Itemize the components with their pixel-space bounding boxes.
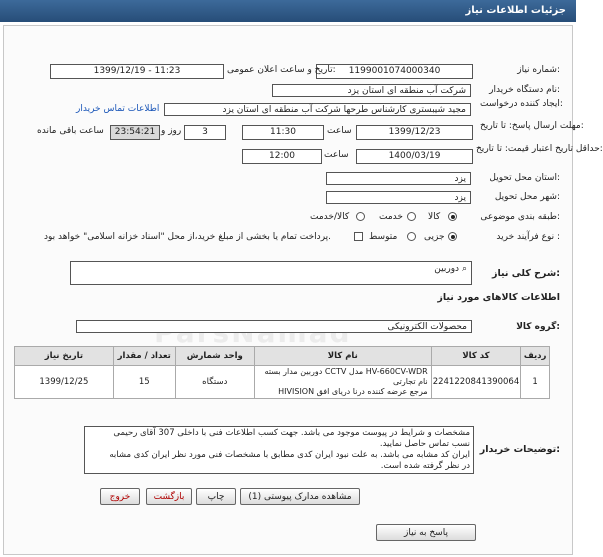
cell-need-date: 1399/12/25 bbox=[15, 366, 114, 399]
price-validity-date: 1400/03/19 bbox=[356, 149, 473, 164]
buyer-notes-line: مشخصات و شرایط در پیوست موجود می باشد. جهت کسب اطلاعات فنی با داخلی 307 آقای رحیمی bbox=[113, 428, 470, 438]
category-service-radio[interactable] bbox=[407, 212, 416, 221]
process-medium-label: متوسط bbox=[369, 232, 398, 242]
treasury-bonds-checkbox[interactable] bbox=[354, 232, 363, 241]
cell-name bbox=[254, 366, 431, 399]
reply-button[interactable]: پاسخ به نیاز bbox=[376, 524, 476, 541]
need-number-value: 1199001074000340 bbox=[316, 64, 473, 79]
buyer-contact-link[interactable]: اطلاعات تماس خریدار bbox=[76, 104, 160, 114]
cell-quantity: 15 bbox=[113, 366, 175, 399]
category-both-radio[interactable] bbox=[356, 212, 365, 221]
buyer-org-label: نام دستگاه خریدار: bbox=[489, 85, 560, 95]
category-label: طبقه بندی موضوعی: bbox=[480, 212, 560, 222]
process-partial-radio[interactable] bbox=[448, 232, 457, 241]
process-partial-label: جزیی bbox=[424, 232, 445, 242]
remaining-label: ساعت باقی مانده bbox=[37, 126, 104, 136]
days-label: روز و bbox=[161, 126, 182, 136]
delivery-city-value: یزد bbox=[326, 191, 471, 204]
resize-icon: ⌕ bbox=[461, 264, 467, 274]
buyer-notes-label: توضیحات خریدار: bbox=[479, 444, 560, 455]
announce-datetime-label: تاریخ و ساعت اعلان عمومی: bbox=[227, 65, 336, 75]
price-validity-time: 12:00 bbox=[242, 149, 322, 164]
price-time-label: ساعت bbox=[324, 150, 349, 160]
delivery-city-label: شهر محل تحویل: bbox=[494, 192, 560, 202]
cell-name-line2: HIVISION مرجع عرضه کننده درنا دریای افق bbox=[278, 387, 428, 396]
process-label: نوع فرآیند خرید : bbox=[496, 232, 560, 242]
reply-deadline-label: مهلت ارسال پاسخ: تا تاریخ: bbox=[480, 121, 584, 131]
announce-datetime-value: 1399/12/19 - 11:23 bbox=[50, 64, 224, 79]
process-medium-radio[interactable] bbox=[407, 232, 416, 241]
col-row: ردیف bbox=[521, 347, 550, 366]
category-goods-radio[interactable] bbox=[448, 212, 457, 221]
summary-value bbox=[70, 261, 472, 285]
requester-label: ایجاد کننده درخواست: bbox=[480, 99, 563, 109]
goods-table bbox=[14, 346, 550, 399]
buyer-notes-line: ایران کد مشابه می باشد. به علت نبود ایران کدی مطابق با مشخصات فنی مورد نظر ایران کدی مشابه bbox=[109, 450, 470, 460]
table-row[interactable] bbox=[15, 366, 550, 399]
requester-value: مجید شیبستری کارشناس طرحها شرکت آب منطقه ای استان یزد bbox=[164, 103, 471, 116]
price-validity-label: حداقل تاریخ اعتبار قیمت: تا تاریخ: bbox=[476, 144, 603, 154]
col-unit: واحد شمارش bbox=[175, 347, 254, 366]
summary-label: شرح کلی نیاز: bbox=[491, 268, 560, 279]
cell-unit: دستگاه bbox=[175, 366, 254, 399]
print-button[interactable]: چاپ bbox=[196, 488, 236, 505]
category-service-label: خدمت bbox=[379, 212, 403, 222]
table-header-row bbox=[15, 347, 550, 366]
col-name: نام کالا bbox=[254, 347, 431, 366]
exit-button[interactable]: خروج bbox=[100, 488, 140, 505]
delivery-province-label: استان محل تحویل: bbox=[489, 173, 560, 183]
col-need-date: تاریخ نیاز bbox=[15, 347, 114, 366]
category-both-label: کالا/خدمت bbox=[310, 212, 350, 222]
treasury-bonds-note: پرداخت تمام یا بخشی از مبلغ خرید،از محل "اسناد خزانه اسلامی" خواهد بود. bbox=[44, 232, 332, 242]
reply-time-label: ساعت bbox=[327, 126, 352, 136]
remaining-days: 3 bbox=[184, 125, 226, 140]
col-quantity: تعداد / مقدار bbox=[113, 347, 175, 366]
summary-text: دوربین bbox=[434, 264, 460, 274]
goods-group-value: محصولات الکترونیکی bbox=[76, 320, 472, 333]
reply-deadline-date: 1399/12/23 bbox=[356, 125, 473, 140]
buyer-notes-box bbox=[84, 426, 474, 474]
main-panel bbox=[3, 25, 603, 555]
delivery-province-value: یزد bbox=[326, 172, 471, 185]
title-bar bbox=[0, 0, 576, 22]
cell-name-line1: دوربین مدار بسته CCTV مدل HV-660CV-WDR نام تجارتی bbox=[264, 367, 428, 386]
buyer-notes-line: نسب تماس حاصل نمایید. bbox=[379, 439, 470, 449]
need-number-label: شماره نیاز: bbox=[517, 65, 560, 75]
goods-section-title: اطلاعات کالاهای مورد نیاز bbox=[437, 292, 560, 303]
page-title: جزئیات اطلاعات نیاز bbox=[465, 5, 566, 16]
buyer-notes-line: در نظر گرفته شده است. bbox=[380, 461, 470, 471]
attachments-button[interactable]: مشاهده مدارک پیوستی (1) bbox=[240, 488, 360, 505]
reply-deadline-time: 11:30 bbox=[242, 125, 324, 140]
remaining-time: 23:54:21 bbox=[110, 125, 160, 140]
cell-code: 2241220841390064 bbox=[431, 366, 521, 399]
back-button[interactable]: بازگشت bbox=[146, 488, 192, 505]
cell-row: 1 bbox=[521, 366, 550, 399]
buyer-org-value: شرکت آب منطقه ای استان یزد bbox=[272, 84, 471, 97]
category-goods-label: کالا bbox=[428, 212, 441, 222]
goods-group-label: گروه کالا: bbox=[516, 322, 560, 332]
col-code: کد کالا bbox=[431, 347, 521, 366]
